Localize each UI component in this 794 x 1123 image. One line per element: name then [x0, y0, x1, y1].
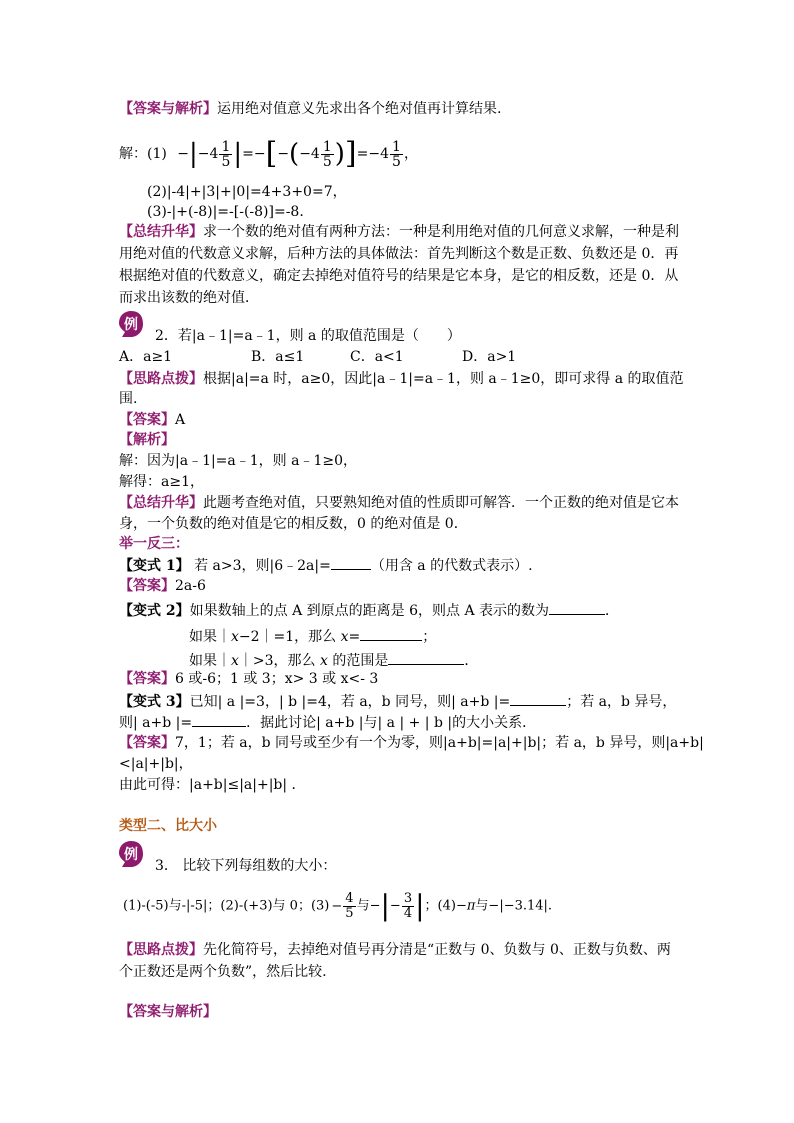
tag-answer-analysis: 【答案与解析】: [119, 1004, 217, 1020]
summary-text: 求一个数的绝对值有两种方法：一种是利用绝对值的几何意义求解，一种是利: [203, 224, 679, 240]
svg-text:例: 例: [124, 317, 138, 333]
mixed-whole: −4: [197, 146, 219, 162]
variant-3-answer-line-3: 由此可得：|a+b|≤|a|+|b| ．: [119, 777, 306, 793]
tag-analysis: 【解析】: [119, 432, 175, 448]
answer-text: 6 或-6；1 或 3；x> 3 或 x<- 3: [175, 671, 379, 687]
answer-text: 7，1；若 a，b 同号或至少有一个为零，则|a+b|=|a|+|b|；若 a，b 异号，则|a+b|: [175, 735, 704, 751]
hint-text: 先化简符号，去掉绝对值号再分清是“正数与 0、负数与 0、正数与负数、两: [203, 942, 671, 958]
fraction: $\frac{3}{4}$: [403, 890, 413, 921]
variant-2: [119, 600, 619, 621]
example-badge-icon: [118, 840, 144, 868]
analysis-2-tag: [119, 430, 175, 450]
summary-1-line-1: [119, 222, 679, 242]
tag-answer: 【答案】: [119, 671, 175, 687]
hint-3-line-2: 个正数还是两个负数”，然后比较.: [119, 964, 327, 980]
tag-summary: 【总结升华】: [119, 224, 203, 240]
tag-variant-3: 【变式 3】: [119, 694, 190, 710]
example-3-items: (1)-(-5)与-|-5|；(2)-(+3)与 0；(3) − $\frac{4}{5}$ 与−|− $\frac{3}{4}$ |；(4)−π与−|−3.14|.: [123, 889, 553, 922]
variant-1-text: 若 a>3，则|6﹣2a|=: [189, 558, 331, 574]
variant-1-answer: [119, 576, 206, 596]
paren-right: ): [334, 139, 345, 169]
solution-2: (2)|-4|+|3|+|0|=4+3+0=7，: [147, 184, 347, 200]
example-2-question: 2．若|a﹣1|=a﹣1，则 a 的取值范围是（ ）: [155, 328, 461, 344]
paren-left: (: [289, 139, 300, 169]
answer-analysis-line: [119, 99, 501, 119]
option-c: C．a<1: [350, 349, 404, 365]
fraction: $\frac{1}{5}$: [392, 138, 401, 170]
solution-lead: 解：(1): [119, 146, 167, 162]
analysis-text: 运用绝对值意义先求出各个绝对值再计算结果.: [217, 101, 502, 117]
example-badge-icon: [118, 310, 144, 338]
bracket-left: [: [265, 136, 278, 171]
section-heading-type-2: 类型二、比大小: [119, 818, 217, 834]
summary-1-line-2: 用绝对值的代数意义求解，后种方法的具体做法：首先判断这个数是正数、负数还是 0．再: [119, 246, 679, 262]
variant-3-answer-line-1: [119, 733, 704, 753]
tag-hint: 【思路点拨】: [119, 371, 203, 387]
tag-hint: 【思路点拨】: [119, 942, 203, 958]
equals-minus: =−: [242, 146, 266, 162]
analysis-2-line-1: 解：因为|a﹣1|=a﹣1，则 a﹣1≥0，: [119, 453, 358, 469]
answer-text: A: [175, 412, 186, 428]
analysis-2-line-2: 解得：a≥1，: [119, 474, 204, 490]
fraction: $\frac{1}{5}$: [322, 138, 332, 170]
tag-answer: 【答案】: [119, 578, 175, 594]
solution-3: (3)-|+(-8)|=-[-(-8)]=-8.: [147, 204, 304, 220]
hint-3-line-1: [119, 940, 671, 960]
svg-text:例: 例: [124, 847, 138, 863]
tag-answer-analysis: 【答案与解析】: [119, 101, 217, 117]
variant-2-text: 如果数轴上的点 A 到原点的距离是 6，则点 A 表示的数为: [189, 603, 550, 619]
fraction: $\frac{4}{5}$: [345, 890, 354, 921]
variant-3-line-1: 【变式 3】已知| a |=3，| b |=4，若 a，b 同号，则| a+b |= ；若 a，b 异号，: [119, 691, 676, 712]
example-3-question: 3． 比较下列每组数的大小：: [155, 858, 337, 874]
hint-text: 根据|a|=a 时，a≥0，因此|a﹣1|=a﹣1，则 a﹣1≥0，即可求得 a 的取值范: [203, 371, 684, 387]
answer-blank: [388, 650, 464, 665]
example-2-options: [119, 347, 517, 367]
answer-2: [119, 410, 185, 430]
option-d: D．a>1: [462, 349, 517, 365]
bracket-right: ]: [344, 136, 357, 171]
comma: ，: [403, 146, 418, 162]
equals-result: =−4: [356, 146, 390, 162]
variant-2-tail: ．: [605, 603, 620, 619]
practice-heading: 举一反三：: [119, 536, 189, 552]
summary-1-line-4: 而求出该数的绝对值．: [119, 290, 259, 306]
variant-3-answer-line-2: <|a|+|b|，: [119, 756, 193, 772]
answer-blank: [510, 691, 566, 706]
tag-variant-2: 【变式 2】: [119, 603, 190, 619]
option-b: B．a≤1: [251, 349, 305, 365]
option-a: A．a≥1: [119, 349, 173, 365]
hint-2-line-2: 围.: [119, 391, 138, 407]
summary-1-line-3: 根据绝对值的代数意义，确定去掉绝对值符号的结果是它本身，是它的相反数，还是 0．从: [119, 268, 679, 284]
answer-blank: [192, 712, 246, 727]
inner-minus: −: [277, 146, 290, 162]
tag-summary: 【总结升华】: [119, 495, 203, 511]
answer-blank: [360, 626, 422, 641]
variant-2-sub-1: 如果｜x−2｜=1，那么 x= ；: [189, 626, 436, 647]
summary-2-line-1: [119, 493, 679, 513]
mixed-whole: −4: [299, 146, 320, 162]
tag-answer: 【答案】: [119, 735, 175, 751]
minus-sign: −: [177, 146, 190, 162]
abs-bar-left: |: [189, 139, 198, 169]
tag-answer: 【答案】: [119, 412, 175, 428]
variant-1: [119, 555, 533, 576]
variant-3-line-2: 则| a+b |= ．据此讨论| a+b |与| a | + | b |的大小关系．: [119, 712, 536, 733]
answer-text: 2a-6: [175, 578, 206, 594]
variant-1-tail: （用含 a 的代数式表示）.: [370, 558, 533, 574]
summary-2-line-2: 身，一个负数的绝对值是它的相反数，0 的绝对值是 0．: [119, 516, 468, 532]
solution-1: [119, 134, 418, 174]
answer-blank: [331, 555, 371, 570]
answer-blank: [549, 600, 605, 615]
abs-bar-right: |: [233, 139, 243, 169]
summary-text: 此题考查绝对值，只要熟知绝对值的性质即可解答．一个正数的绝对值是它本: [203, 495, 679, 511]
fraction: $\frac{1}{5}$: [221, 138, 231, 170]
tag-variant-1: 【变式 1】: [119, 558, 190, 574]
variant-2-answer: [119, 669, 378, 689]
variant-2-sub-2: 如果｜x｜>3，那么 x 的范围是 ．: [189, 650, 478, 671]
answer-analysis-3: [119, 1002, 217, 1022]
hint-2-line-1: [119, 369, 684, 389]
